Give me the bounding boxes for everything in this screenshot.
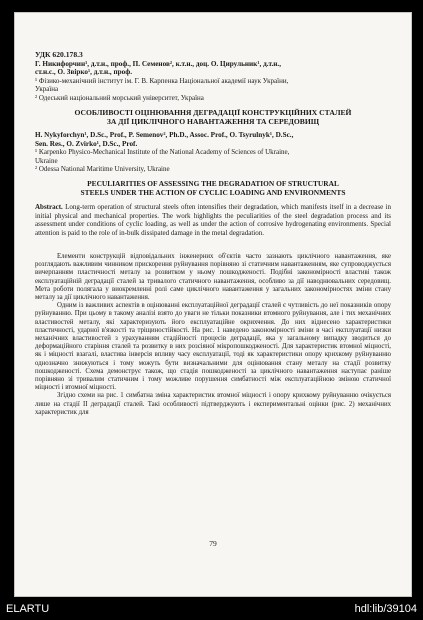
repository-name: ELARTU — [6, 603, 50, 615]
body-paragraph-1: Елементи конструкцій відповідальних інженерних об'єктів часто зазнають циклічного навантаження, яке розглядають важливим чинником прискорення руйнування порівняно зі статичним навантаженням, яке супроводжується вичерпанням пластичності металу за розвитком у ньому пошкодженості. Подібні закономірності властиві також експлуатаційній деградації сталей за тривалого статичного навантаження, особливо за дії наводнювальних середовищ. Мета роботи полягала у виокремленні ролі саме циклічного навантаження у загальних закономірностях зміни стану металу за дії циклічного навантаження. — [35, 253, 391, 302]
title-uk-line-2: ЗА ДІЇ ЦИКЛІЧНОГО НАВАНТАЖЕННЯ ТА СЕРЕДОВИЩ — [106, 117, 320, 126]
abstract-label: Abstract. — [35, 203, 63, 212]
document-page — [14, 12, 412, 597]
body-paragraph-3: Згідно схеми на рис. 1 симбатна зміна характеристик втомної міцності і опору крихкому руйнуванню очікується лише на стадії II деградації сталей. Такі особливості підтверджують і експериментальні оцінки (рис. 2) механічних характеристик для — [35, 392, 391, 416]
affiliation-uk-2: ² Одеський національний морський університет, Україна — [35, 93, 204, 102]
title-en — [35, 179, 391, 197]
title-en-line-2: STEELS UNDER THE ACTION OF CYCLIC LOADING AND ENVIRONMENTS — [80, 188, 346, 198]
affiliation-uk-1: ¹ Фізико-механічний інститут ім. Г. В. Карпенка Національної академії наук України, — [35, 76, 289, 85]
affiliation-en-2: ² Odessa National Maritime University, Ukraine — [35, 165, 170, 173]
authors-en-line-1: H. Nykyforchyn¹, D.Sc., Prof., P. Semenov², Ph.D., Assoc. Prof., O. Tsyrulnyk¹, D.Sc., — [35, 131, 294, 139]
abstract — [35, 203, 391, 237]
title-uk-line-1: ОСОБЛИВОСТІ ОЦІНЮВАННЯ ДЕГРАДАЦІЇ КОНСТРУКЦІЙНИХ СТАЛЕЙ — [74, 108, 352, 117]
authors-uk-line-1: Г. Никифорчин¹, д.т.н., проф., П. Семенов², к.т.н., доц. О. Цирульник¹, д.т.н., — [35, 59, 282, 68]
handle-id: hdl:lib/39104 — [354, 603, 417, 615]
title-uk — [35, 108, 391, 126]
affiliation-uk-1b: Україна — [35, 85, 59, 94]
title-en-line-1: PECULIARITIES OF ASSESSING THE DEGRADATION OF STRUCTURAL — [87, 179, 339, 189]
page-number: 79 — [209, 539, 217, 548]
udk-code: УДК 620.178.3 — [35, 50, 83, 59]
authors-en-line-2: Sen. Res., O. Zvirko¹, D.Sc., Prof. — [35, 139, 138, 148]
repository-footer — [0, 600, 423, 620]
abstract-text: Long-term operation of structural steels often intensifies their degradation, which manifests itself in a decrease in initial physical and mechanical properties. The work highlights the peculiarities of the steel degradation process and its assessment under conditions of cyclic loading, as well as under the action of corrosive hydrogenating environments. Special attention is paid to the role of in-bulk dissipated damage in the metal degradation. — [35, 203, 391, 237]
affiliation-en-1: ¹ Karpenko Physico-Mechanical Institute of the National Academy of Sciences of Ukraine, — [35, 148, 290, 157]
affiliation-en-1b: Ukraine — [35, 156, 58, 165]
page-content — [35, 51, 391, 417]
authors-uk-line-2: ст.н.с., О. Звірко¹, д.т.н., проф. — [35, 68, 132, 77]
body-paragraph-2: Одним із важливих аспектів в оцінюванні експлуатаційної деградації сталей є чутливість до неї показників опору руйнуванню. При цьому в такому аналізі взято до уваги не тільки показники втомного руйнування, але і тих механічних властивостей металу, які характеризують його експлуатаційне окрихчення. До них віднесено характеристики пластичності, ударної в'язкості та тріщиностійкості. На рис. 1 наведено закономірності зміни в часі експлуатації низки механічних властивостей з урахуванням стадійності процесів деградації, яка у загальному випадку зводиться до деформаційного старіння сталей та розвитку в них розсіяної мікропошкодженості. Для характеристик втомної міцності, як і міцності взагалі, властива інверсія впливу часу експлуатації, тоді як характеристики опору крихкому руйнуванню однозначно знижуються і тому можуть бути визначальними для оцінювання стану металу на стадії розвитку пошкодженості. Схема демонструє також, що стадія пошкодженості за циклічного навантаження наступає раніше порівняно зі тривалим статичним і тому можливе порушення симбатності між експлуатаційною зміною статичної міцності і втомної міцності. — [35, 302, 391, 392]
